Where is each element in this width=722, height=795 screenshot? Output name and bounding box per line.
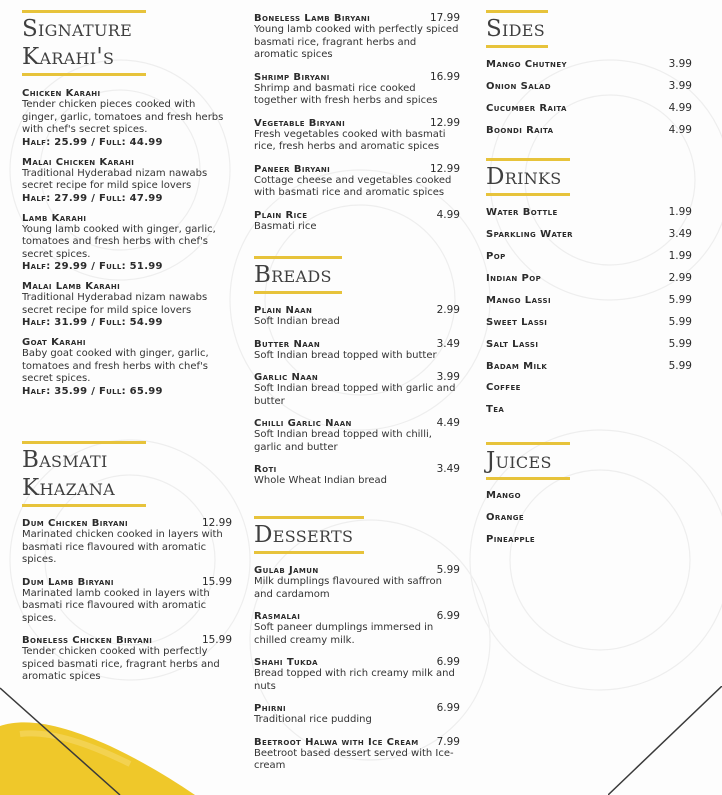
item-description: Young lamb cooked with perfectly spiced basmati rice, fragrant herbs and aromatic spices xyxy=(254,24,459,60)
header-bottom-rule xyxy=(254,551,364,554)
item-name: Coffee xyxy=(486,382,521,393)
menu-item xyxy=(254,564,460,601)
menu-item xyxy=(486,228,692,250)
sides-header xyxy=(486,0,692,54)
item-price: 3.49 xyxy=(436,337,460,350)
juices-section xyxy=(486,442,692,556)
item-description: Soft Indian bread topped with butter xyxy=(254,349,437,361)
item-name: Salt Lassi xyxy=(486,339,539,350)
breads-header xyxy=(254,256,460,300)
item-description: Marinated chicken cooked in layers with basmati rice flavoured with aromatic spices. xyxy=(22,529,223,565)
menu-item xyxy=(254,71,460,108)
item-description: Baby goat cooked with ginger, garlic, tomatoes and fresh herbs with chef's secret spices. xyxy=(22,348,209,384)
item-name: Garlic Naan xyxy=(254,372,319,383)
item-header xyxy=(254,117,460,129)
item-name: Indian Pop xyxy=(486,273,542,284)
desserts-list xyxy=(254,564,460,773)
item-portion-prices: Half: 27.99 / Full: 47.99 xyxy=(22,192,163,204)
item-name: Cucumber Raita xyxy=(486,103,567,114)
item-description: Tender chicken pieces cooked with ginger, garlic, tomatoes and fresh herbs with chef's secret spices. xyxy=(22,99,224,135)
item-header xyxy=(254,656,460,668)
item-price: 3.99 xyxy=(436,371,460,383)
menu-item xyxy=(486,272,692,294)
header-top-rule xyxy=(486,442,570,445)
yellow-brush-splash xyxy=(0,686,200,795)
item-description: Young lamb cooked with ginger, garlic, tomatoes and fresh herbs with chef's secret spices. xyxy=(22,223,216,260)
item-price: 3.99 xyxy=(668,58,692,70)
item-price: 2.99 xyxy=(436,304,460,316)
item-description: Shrimp and basmati rice cooked together with fresh herbs and spices xyxy=(254,82,438,106)
item-description: Traditional Hyderabad nizam nawabs secret recipe for mild spice lovers xyxy=(22,167,208,191)
menu-item xyxy=(486,490,692,512)
menu-item xyxy=(22,337,232,397)
item-header xyxy=(22,88,232,99)
item-name: Vegetable Biryani xyxy=(254,117,346,129)
item-description: Traditional rice pudding xyxy=(254,714,372,725)
item-description: Marinated lamb cooked in layers with basmati rice flavoured with aromatic spices. xyxy=(22,587,210,624)
item-price: 6.99 xyxy=(436,702,460,714)
item-name: Gulab Jamun xyxy=(254,565,319,576)
desserts-header xyxy=(254,516,460,560)
menu-item xyxy=(254,304,460,329)
menu-item xyxy=(254,338,460,363)
item-name: Sweet Lassi xyxy=(486,317,548,328)
column-right xyxy=(486,0,692,545)
item-name: Malai Lamb Karahi xyxy=(22,281,121,292)
item-header xyxy=(22,634,232,646)
menu-item xyxy=(254,417,460,454)
item-price: 3.99 xyxy=(668,80,692,92)
item-price: 4.99 xyxy=(668,102,692,114)
menu-item xyxy=(486,294,692,316)
column-middle xyxy=(254,0,460,771)
menu-item xyxy=(486,512,692,534)
item-price: 4.99 xyxy=(668,124,692,136)
item-price: 5.99 xyxy=(668,360,692,372)
menu-item xyxy=(486,404,692,426)
desserts-section xyxy=(254,516,460,782)
juices-header xyxy=(486,442,692,486)
menu-item xyxy=(254,371,460,408)
item-header xyxy=(254,610,460,622)
item-name: Chicken Karahi xyxy=(22,88,101,99)
item-name: Pop xyxy=(486,251,506,262)
item-name: Plain Rice xyxy=(254,209,308,221)
item-header xyxy=(22,576,232,588)
item-name: Sparkling Water xyxy=(486,229,573,240)
item-price: 7.99 xyxy=(436,735,460,748)
item-header xyxy=(22,517,232,529)
menu-item xyxy=(22,576,232,626)
item-name: Boneless Lamb Biryani xyxy=(254,13,371,24)
menu-item xyxy=(22,88,232,148)
menu-item xyxy=(486,250,692,272)
section-title: Desserts xyxy=(254,522,354,548)
item-description: Traditional Hyderabad nizam nawabs secret recipe for mild spice lovers xyxy=(22,292,208,316)
column-left xyxy=(22,0,232,682)
menu-item xyxy=(22,157,232,204)
item-description: Tender chicken cooked with perfectly spiced basmati rice, fragrant herbs and aromatic spices xyxy=(22,646,220,682)
item-header xyxy=(254,564,460,576)
drinks-section xyxy=(486,158,692,426)
item-portion-prices: Half: 29.99 / Full: 51.99 xyxy=(22,261,163,272)
header-top-rule xyxy=(254,256,342,259)
item-header xyxy=(254,12,460,24)
section-title: Drinks xyxy=(486,164,562,190)
header-top-rule xyxy=(486,10,548,13)
header-bottom-rule xyxy=(22,504,146,507)
header-bottom-rule xyxy=(486,45,548,48)
item-header xyxy=(254,163,460,175)
header-bottom-rule xyxy=(22,73,146,76)
item-description: Bread topped with rich creamy milk and nuts xyxy=(254,668,455,692)
item-header xyxy=(22,213,232,224)
juices-list xyxy=(486,490,692,556)
menu-item xyxy=(486,206,692,228)
item-price: 2.99 xyxy=(668,272,692,284)
item-name: Badam Milk xyxy=(486,361,548,372)
khazana-header xyxy=(22,441,232,513)
item-name: Water Bottle xyxy=(486,207,558,218)
drinks-header xyxy=(486,158,692,202)
item-name: Pineapple xyxy=(486,534,536,545)
menu-item xyxy=(486,338,692,360)
menu-item xyxy=(486,316,692,338)
item-name: Shahi Tukda xyxy=(254,657,318,668)
item-name: Shrimp Biryani xyxy=(254,71,330,83)
header-top-rule xyxy=(486,158,570,161)
menu-item xyxy=(22,634,232,684)
item-price: 5.99 xyxy=(668,294,692,306)
item-description: Soft Indian bread topped with garlic and butter xyxy=(254,383,456,407)
item-name: Boondi Raita xyxy=(486,125,554,136)
item-description: Soft paneer dumplings immersed in chilled creamy milk. xyxy=(254,622,434,646)
item-name: Chilli Garlic Naan xyxy=(254,418,352,429)
item-description: Soft Indian bread xyxy=(254,316,340,327)
item-header xyxy=(254,736,460,748)
breads-list xyxy=(254,304,460,488)
item-header xyxy=(254,338,460,350)
item-name: Phirni xyxy=(254,703,287,714)
section-title: Breads xyxy=(254,262,332,288)
item-name: Roti xyxy=(254,464,277,475)
menu-item xyxy=(486,382,692,404)
menu-item xyxy=(254,209,460,234)
header-bottom-rule xyxy=(486,477,570,480)
menu-item xyxy=(486,80,692,102)
section-title: Signature Karahi's xyxy=(22,16,133,70)
item-price: 6.99 xyxy=(436,610,460,622)
item-header xyxy=(22,281,232,292)
menu-item xyxy=(254,736,460,773)
item-name: Boneless Chicken Biryani xyxy=(22,635,153,646)
item-price: 12.99 xyxy=(429,162,460,175)
item-price: 12.99 xyxy=(201,517,232,529)
item-name: Plain Naan xyxy=(254,305,313,316)
menu-item xyxy=(254,163,460,200)
menu-item xyxy=(254,702,460,727)
item-price: 4.99 xyxy=(436,208,460,221)
item-price: 5.99 xyxy=(668,338,692,350)
item-name: Goat Karahi xyxy=(22,337,86,348)
section-title: Juices xyxy=(486,448,552,474)
item-price: 1.99 xyxy=(668,206,692,218)
sides-section xyxy=(486,0,692,146)
item-price: 5.99 xyxy=(668,316,692,328)
section-title: Basmati Khazana xyxy=(22,447,116,501)
item-name: Onion Salad xyxy=(486,81,551,92)
header-bottom-rule xyxy=(486,193,570,196)
item-name: Mango xyxy=(486,490,521,501)
item-name: Dum Lamb Biryani xyxy=(22,576,114,588)
menu-item xyxy=(486,360,692,382)
sides-list xyxy=(486,58,692,146)
item-description: Cottage cheese and vegetables cooked with basmati rice and aromatic spices xyxy=(254,174,452,198)
item-name: Tea xyxy=(486,404,505,415)
menu-item xyxy=(254,117,460,154)
menu-item xyxy=(254,463,460,488)
menu-item xyxy=(486,102,692,124)
item-description: Basmati rice xyxy=(254,220,317,232)
item-price: 1.99 xyxy=(668,250,692,262)
karahi-header xyxy=(22,0,232,82)
item-name: Mango Lassi xyxy=(486,295,551,306)
item-description: Whole Wheat Indian bread xyxy=(254,475,387,486)
item-price: 6.99 xyxy=(436,656,460,668)
breads-section xyxy=(254,256,460,497)
menu-item xyxy=(22,213,232,273)
menu-item xyxy=(254,610,460,647)
menu-item xyxy=(22,281,232,328)
section-title: Sides xyxy=(486,16,546,42)
item-name: Malai Chicken Karahi xyxy=(22,156,135,168)
header-top-rule xyxy=(22,441,146,444)
menu-item xyxy=(22,517,232,567)
khazana-list xyxy=(22,517,232,684)
menu-item xyxy=(486,534,692,556)
khazana-section xyxy=(22,441,232,693)
item-portion-prices: Half: 25.99 / Full: 44.99 xyxy=(22,136,163,148)
item-header xyxy=(254,371,460,383)
item-header xyxy=(254,463,460,475)
item-price: 3.49 xyxy=(436,463,460,475)
item-price: 17.99 xyxy=(429,12,460,24)
item-price: 15.99 xyxy=(201,634,232,646)
item-description: Beetroot based dessert served with Ice-cream xyxy=(254,747,454,771)
corner-fold-decoration xyxy=(608,686,722,795)
item-name: Butter Naan xyxy=(254,338,321,350)
item-name: Dum Chicken Biryani xyxy=(22,518,129,529)
item-price: 15.99 xyxy=(201,575,232,588)
item-portion-prices: Half: 35.99 / Full: 65.99 xyxy=(22,385,163,397)
header-bottom-rule xyxy=(254,291,342,294)
biryani-cont-list xyxy=(254,12,460,233)
item-price: 16.99 xyxy=(429,70,460,83)
item-description: Fresh vegetables cooked with basmati rice, fresh herbs and aromatic spices xyxy=(254,128,446,152)
menu-item xyxy=(486,124,692,146)
menu-item xyxy=(486,58,692,80)
item-name: Orange xyxy=(486,512,525,523)
item-name: Rasmalai xyxy=(254,611,301,622)
item-header xyxy=(254,304,460,316)
item-name: Paneer Biryani xyxy=(254,163,331,175)
menu-item xyxy=(254,656,460,693)
header-top-rule xyxy=(22,10,146,13)
item-price: 5.99 xyxy=(436,564,460,576)
item-description: Milk dumplings flavoured with saffron and cardamom xyxy=(254,576,442,600)
item-price: 4.49 xyxy=(436,417,460,429)
item-price: 3.49 xyxy=(668,228,692,240)
item-header xyxy=(254,71,460,83)
item-portion-prices: Half: 31.99 / Full: 54.99 xyxy=(22,317,163,328)
item-header xyxy=(254,209,460,221)
item-header xyxy=(254,702,460,714)
menu-item xyxy=(254,12,460,62)
item-header xyxy=(22,337,232,348)
item-name: Lamb Karahi xyxy=(22,212,87,224)
header-top-rule xyxy=(254,516,364,519)
item-header xyxy=(254,417,460,429)
item-header xyxy=(22,157,232,168)
item-price: 12.99 xyxy=(429,116,460,129)
item-name: Beetroot Halwa with Ice Cream xyxy=(254,736,419,748)
item-description: Soft Indian bread topped with chilli, garlic and butter xyxy=(254,429,432,453)
karahi-section xyxy=(22,0,232,397)
karahi-list xyxy=(22,88,232,397)
item-name: Mango Chutney xyxy=(486,59,567,70)
drinks-list xyxy=(486,206,692,426)
